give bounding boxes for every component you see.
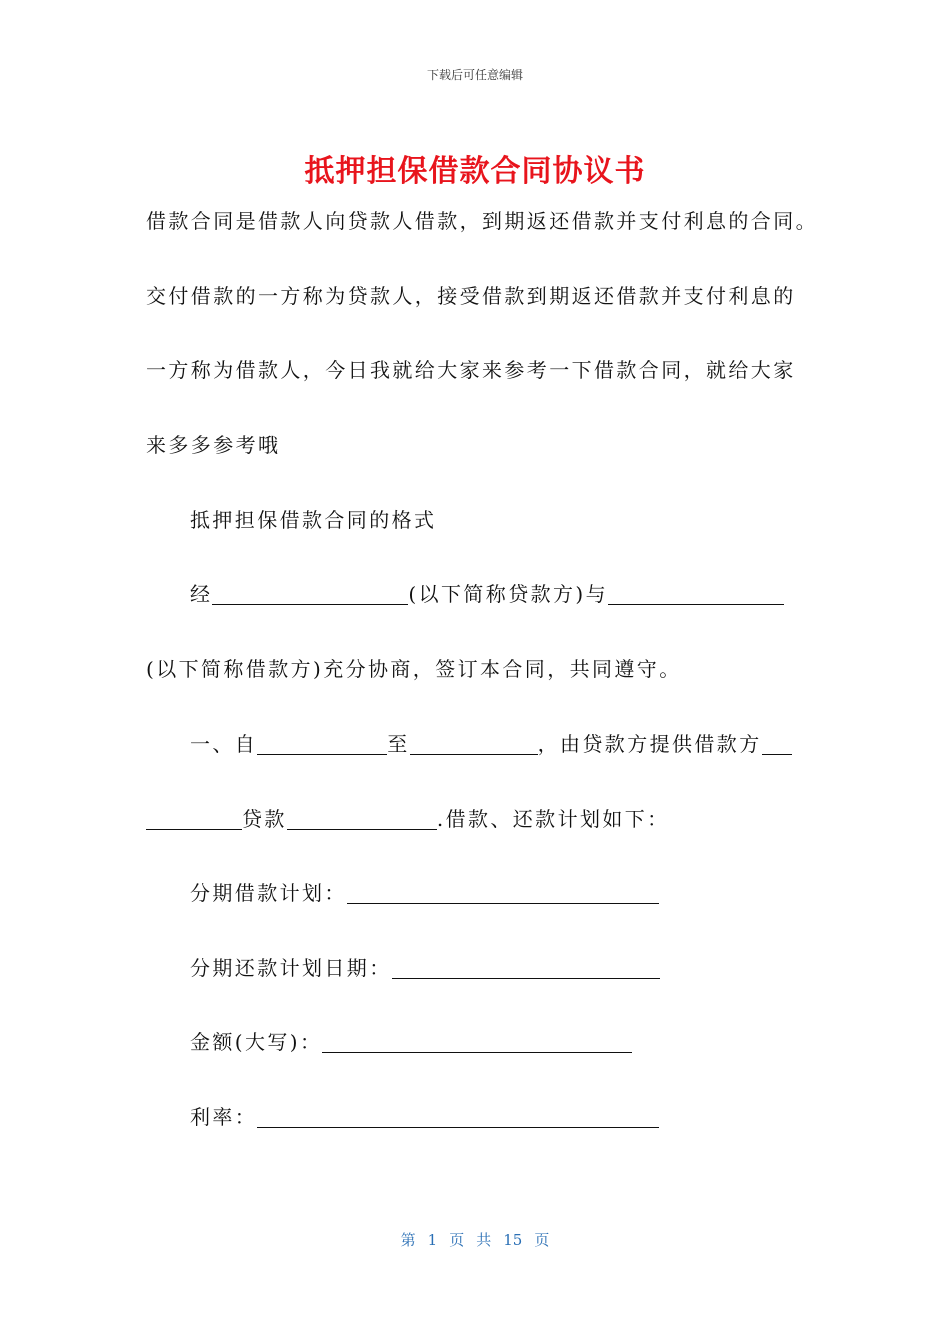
loan-purpose-blank-start[interactable] [762, 734, 792, 755]
clause1-loan: 贷款 [242, 807, 287, 831]
clause1-to: 至 [387, 732, 410, 756]
document-title: 抵押担保借款合同协议书 [304, 154, 646, 189]
intro-line-2: 交付借款的一方称为贷款人，接受借款到期返还借款并支付利息的 [146, 284, 796, 308]
amount-field [190, 1028, 632, 1056]
loan-purpose-blank-cont[interactable] [146, 809, 242, 830]
footer-page-label: 第 [400, 1231, 416, 1249]
parties-prefix: 经 [190, 582, 213, 606]
repay-dates-field [190, 954, 660, 982]
borrow-plan-label: 分期借款计划： [190, 881, 347, 905]
clause1-line-1 [190, 730, 792, 758]
borrow-plan-blank[interactable] [347, 883, 659, 904]
footer-total-unit: 页 [534, 1231, 550, 1249]
repay-dates-blank[interactable] [392, 958, 660, 979]
parties-line [190, 580, 784, 608]
page-footer [0, 1229, 950, 1250]
footer-page-number: 1 [427, 1231, 438, 1249]
footer-page-unit: 页 [449, 1231, 465, 1249]
footer-total-label: 共 [476, 1231, 492, 1249]
lender-name-blank[interactable] [212, 584, 408, 605]
clause1-line-2 [146, 805, 670, 833]
borrower-note: (以下简称借款方)充分协商，签订本合同，共同遵守。 [146, 657, 682, 681]
page-header: 下载后可任意编辑 [426, 68, 523, 82]
start-date-blank[interactable] [257, 734, 387, 755]
end-date-blank[interactable] [410, 734, 538, 755]
loan-amount-blank[interactable] [287, 809, 437, 830]
clause1-label: 一、自 [190, 732, 258, 756]
footer-total-pages: 15 [503, 1231, 523, 1249]
rate-label: 利率： [190, 1105, 258, 1129]
amount-blank[interactable] [322, 1032, 632, 1053]
intro-line-1: 借款合同是借款人向贷款人借款，到期返还借款并支付利息的合同。 [146, 209, 818, 233]
lender-note: (以下简称贷款方)与 [408, 582, 609, 606]
amount-label: 金额(大写)： [190, 1030, 323, 1054]
clause1-provide: ，由贷款方提供借款方 [537, 732, 762, 756]
borrow-plan-field [190, 879, 659, 907]
section-heading: 抵押担保借款合同的格式 [190, 508, 437, 532]
intro-line-4: 来多多参考哦 [146, 433, 281, 457]
repay-dates-label: 分期还款计划日期： [190, 956, 392, 980]
rate-field [190, 1103, 659, 1131]
borrower-name-blank[interactable] [608, 584, 784, 605]
rate-blank[interactable] [257, 1107, 659, 1128]
clause1-plan: .借款、还款计划如下： [436, 807, 670, 831]
intro-line-3: 一方称为借款人，今日我就给大家来参考一下借款合同，就给大家 [146, 358, 796, 382]
